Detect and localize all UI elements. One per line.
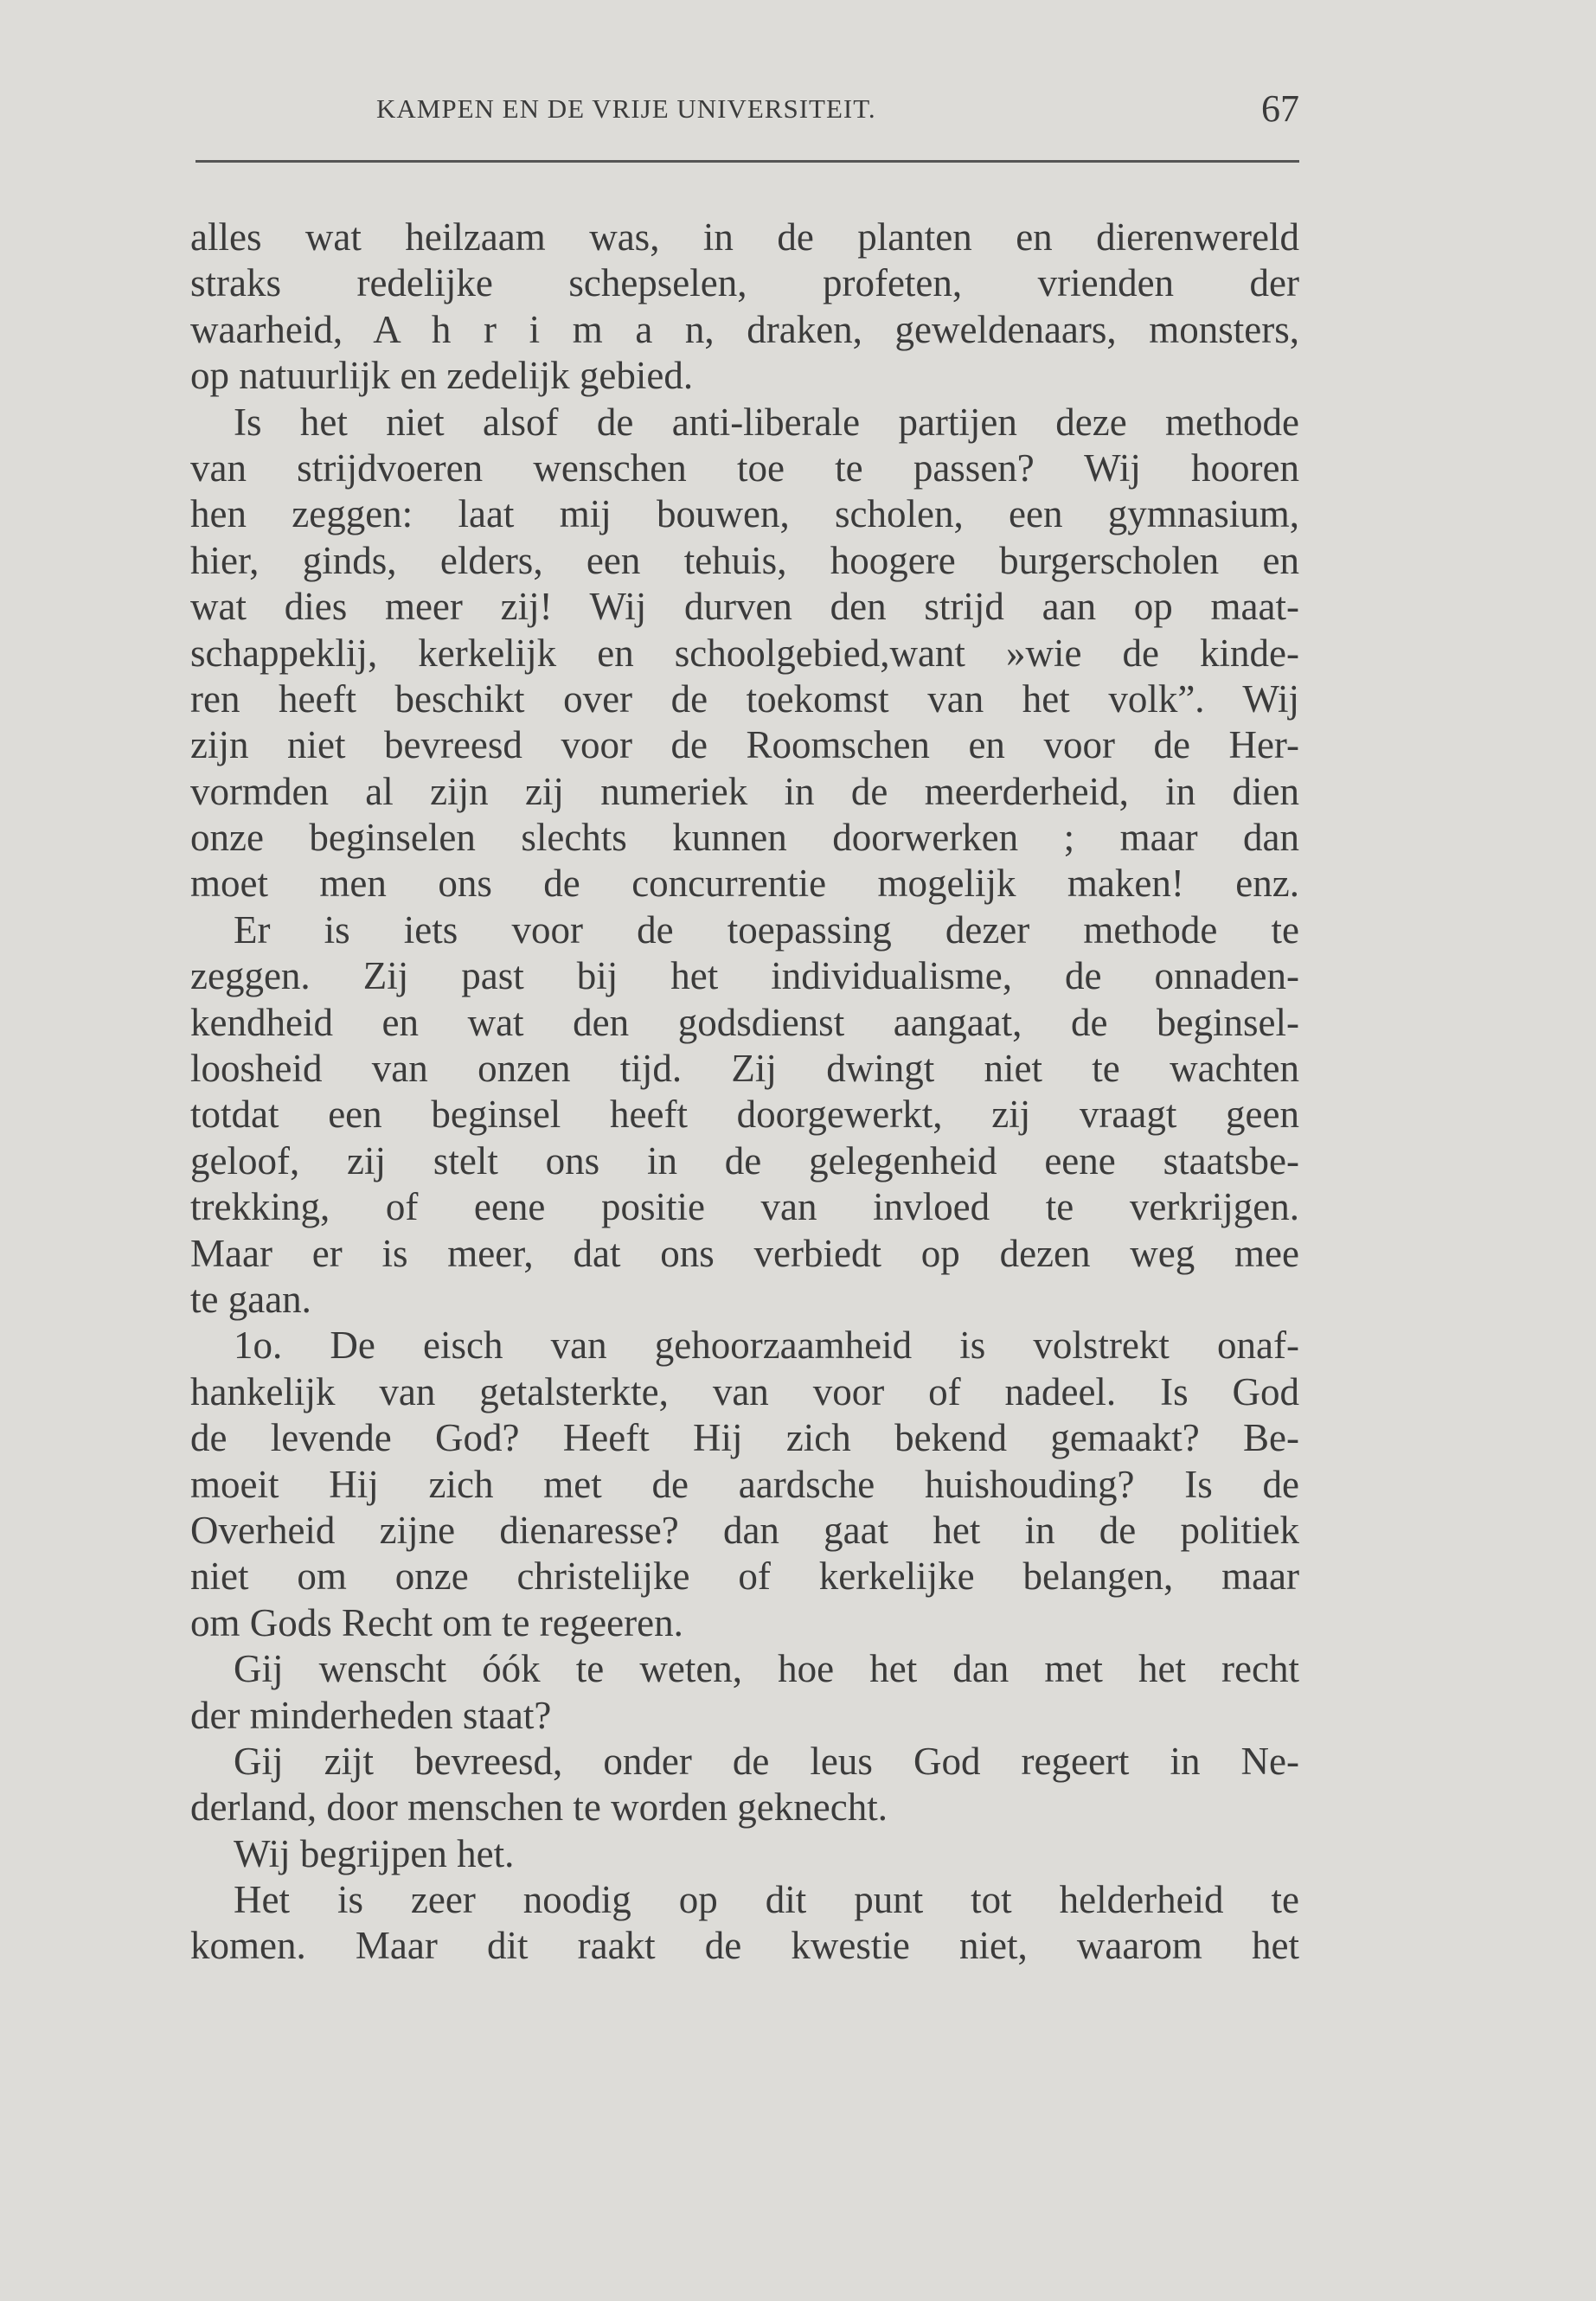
text-line: om Gods Recht om te regeeren.	[190, 1600, 683, 1644]
text-line: Overheid zijne dienaresse? dan gaat het in de politiek	[190, 1508, 1299, 1552]
text-line: straks redelijke schepselen, profeten, vrienden der	[190, 261, 1299, 305]
text-line: zeggen. Zij past bij het individualisme, de onnaden-	[190, 954, 1299, 998]
text-line: zijn niet bevreesd voor de Roomschen en voor de Her-	[190, 723, 1299, 767]
header-rule	[195, 160, 1299, 163]
text-line: geloof, zij stelt ons in de gelegenheid eene staatsbe-	[190, 1138, 1299, 1183]
text-line: hen zeggen: laat mij bouwen, scholen, een gymnasium,	[190, 492, 1299, 536]
text-line: totdat een beginsel heeft doorgewerkt, zij vraagt geen	[190, 1093, 1299, 1137]
text-line: moeit Hij zich met de aardsche huishouding? Is de	[190, 1462, 1299, 1506]
text-line: van strijdvoeren wenschen toe te passen? Wij hooren	[190, 445, 1299, 490]
text-line: komen. Maar dit raakt de kwestie niet, waarom het	[190, 1924, 1299, 1968]
text-line: schappeklij, kerkelijk en schoolgebied,want »wie de kinde-	[190, 631, 1299, 675]
text-line: derland, door menschen te worden geknecht.	[190, 1785, 888, 1830]
text-line: waarheid, A h r i m a n, draken, geweldenaars, monsters,	[190, 307, 1299, 351]
text-line: Is het niet alsof de anti-liberale partijen deze methode	[234, 400, 1299, 444]
text-line: alles wat heilzaam was, in de planten en dierenwereld	[190, 215, 1299, 259]
text-line: 1o. De eisch van gehoorzaamheid is volstrekt onaf-	[234, 1324, 1299, 1368]
text-line: te gaan.	[190, 1277, 311, 1321]
text-line: trekking, of eene positie van invloed te verkrijgen.	[190, 1185, 1299, 1229]
text-line: Gij zijt bevreesd, onder de leus God regeert in Ne-	[234, 1739, 1299, 1783]
text-line: de levende God? Heeft Hij zich bekend gemaakt? Be-	[190, 1416, 1299, 1460]
text-line: wat dies meer zij! Wij durven den strijd aan op maat-	[190, 585, 1299, 629]
text-line: Er is iets voor de toepassing dezer methode te	[234, 907, 1299, 952]
text-line: hankelijk van getalsterkte, van voor of nadeel. Is God	[190, 1369, 1299, 1413]
text-line: moet men ons de concurrentie mogelijk maken! enz.	[190, 862, 1299, 906]
running-head-title: KAMPEN EN DE VRIJE UNIVERSITEIT.	[376, 93, 876, 124]
text-line: op natuurlijk en zedelijk gebied.	[190, 354, 694, 398]
text-line: Het is zeer noodig op dit punt tot helderheid te	[234, 1878, 1299, 1922]
text-line: onze beginselen slechts kunnen doorwerken ; maar dan	[190, 816, 1299, 860]
text-line: hier, ginds, elders, een tehuis, hoogere burgerscholen en	[190, 538, 1299, 582]
text-line: Maar er is meer, dat ons verbiedt op dezen weg mee	[190, 1231, 1299, 1275]
text-line: Gij wenscht óók te weten, hoe het dan met het recht	[234, 1647, 1299, 1691]
text-line: Wij begrijpen het.	[234, 1831, 515, 1875]
page-number: 67	[1261, 87, 1299, 130]
text-line: loosheid van onzen tijd. Zij dwingt niet te wachten	[190, 1047, 1299, 1091]
body-text	[190, 215, 1299, 1970]
text-line: ren heeft beschikt over de toekomst van het volk”. Wij	[190, 676, 1299, 721]
running-head	[190, 87, 1299, 135]
text-line: der minderheden staat?	[190, 1693, 552, 1737]
text-line: vormden al zijn zij numeriek in de meerderheid, in dien	[190, 769, 1299, 813]
text-line: kendheid en wat den godsdienst aangaat, de beginsel-	[190, 1000, 1299, 1044]
text-line: niet om onze christelijke of kerkelijke belangen, maar	[190, 1554, 1299, 1599]
